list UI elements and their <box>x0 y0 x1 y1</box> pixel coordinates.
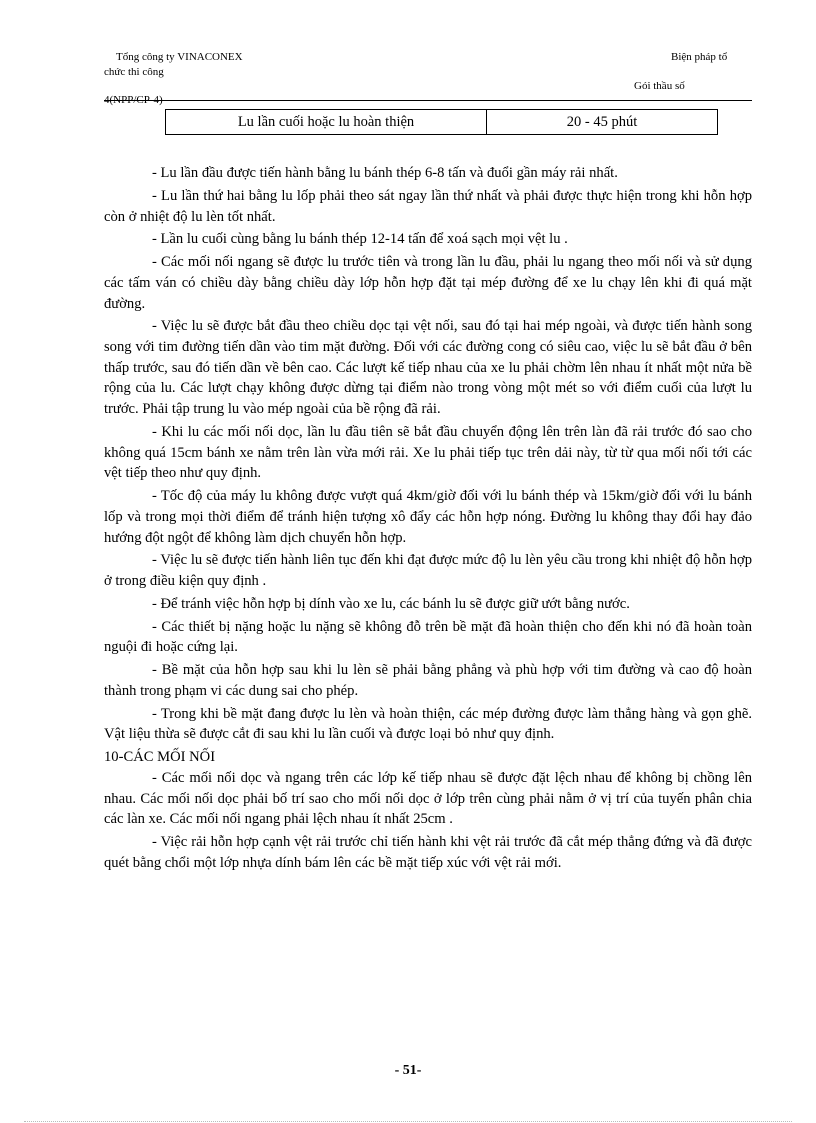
header-divider <box>104 100 752 101</box>
paragraph: - Để tránh việc hỗn hợp bị dính vào xe lu, các bánh lu sẽ được giữ ướt bằng nước. <box>152 595 630 612</box>
rolling-time-table <box>165 109 718 135</box>
header-package-code: 4(NPP/CP-4) <box>104 94 163 106</box>
table-cell-step: Lu lần cuối hoặc lu hoàn thiện <box>166 110 487 135</box>
paragraph: - Việc lu sẽ được tiến hành liên tục đến khi đạt được mức độ lu lèn yêu cầu trong khi nhiệt độ hỗn hợp ở trong điều kiện quy định . <box>104 552 752 590</box>
paragraph: - Việc lu sẽ được bắt đầu theo chiều dọc tại vệt nối, sau đó tại hai mép ngoài, và được tiến hành song song với tim đường tiến dần vào tim mặt đường. Đối với các đường cong có siêu cao, việc lu sẽ bắt đầu ở bên thấp trước, sau đó tiến dần về bên cao. Các lượt kế tiếp nhau của xe lu phải chờm lên nhau ít nhất một nửa bề rộng của lu. Các lượt chạy không được dừng tại điểm nào trong vòng một mét so với điểm cuối của lượt lu trước. Phải tập trung lu vào mép ngoài của bề rộng đã rải. <box>104 318 752 418</box>
page-bottom-edge <box>24 1121 792 1122</box>
paragraph: - Các thiết bị nặng hoặc lu nặng sẽ không đỗ trên bề mặt đã hoàn thiện cho đến khi nó đã hoàn toàn nguội đi hoặc cứng lại. <box>104 618 752 656</box>
document-body <box>104 163 752 876</box>
paragraph: - Lần lu cuối cùng bằng lu bánh thép 12-14 tấn để xoá sạch mọi vệt lu . <box>152 231 568 248</box>
header-title: Biện pháp tổ <box>671 51 728 63</box>
page-number: - 51- <box>394 1063 422 1078</box>
paragraph: - Lu lần đầu được tiến hành bằng lu bánh thép 6-8 tấn và đuổi gần máy rải nhất. <box>152 165 618 181</box>
paragraph: - Bề mặt của hỗn hợp sau khi lu lèn sẽ phải bằng phẳng và phù hợp với tim đường và cao độ hoàn thành trong phạm vi các dung sai cho phép. <box>104 662 752 699</box>
header-doc-type: chức thi công <box>104 66 164 78</box>
paragraph: - Tốc độ của máy lu không được vượt quá 4km/giờ đối với lu bánh thép và 15km/giờ đối với lu bánh lốp và trong mọi thời điểm để tránh hiện tượng xô đẩy các hỗn hợp nóng. Đường lu không thay đổi hay đảo hướng đột ngột để không làm dịch chuyển hỗn hợp. <box>104 488 752 546</box>
paragraph: - Trong khi bề mặt đang được lu lèn và hoàn thiện, các mép đường được làm thẳng hàng và gọn ghẽ. Vật liệu thừa sẽ được cắt đi sau khi lu lần cuối và được loại bỏ như quy định. <box>104 705 752 743</box>
paragraph: - Việc rải hỗn hợp cạnh vệt rải trước chỉ tiến hành khi vệt rải trước đã cắt mép thẳng đứng và đã được quét bằng chổi một lớp nhựa dính bám lên các bề mặt tiếp xúc với vệt rải mới. <box>104 834 752 871</box>
table-cell-time: 20 - 45 phút <box>487 110 718 135</box>
section-heading: 10-CÁC MỐI NỐI <box>104 749 216 766</box>
paragraph: - Các mối nối ngang sẽ được lu trước tiên và trong lần lu đầu, phải lu ngang theo mối nối và sử dụng các tấm ván có chiều dày bằng chiều dày lớp hỗn hợp đặt tại mép đường để xe lu chạy lên khi đi quá mặt đường. <box>104 254 752 312</box>
paragraph: - Các mối nối dọc và ngang trên các lớp kế tiếp nhau sẽ được đặt lệch nhau để không bị chồng lên nhau. Các mối nối dọc phải bố trí sao cho mối nối dọc ở lớp trên cùng phải nằm ở vị trí của tuyến phân chia các làn xe. Các mối nối ngang phải lệch nhau ít nhất 25cm . <box>104 769 752 828</box>
table-row <box>166 110 718 135</box>
paragraph: - Khi lu các mối nối dọc, lần lu đầu tiên sẽ bắt đầu chuyển động lên trên làn đã rải trước đó sao cho không quá 15cm bánh xe nằm trên làn vừa mới rải. Xe lu phải tiếp tục trên dải này, từ từ qua mối nối tới các vệt tiếp theo như quy định. <box>104 423 752 482</box>
paragraph: - Lu lần thứ hai bằng lu lốp phải theo sát ngay lần thứ nhất và phải được thực hiện trong khi hỗn hợp còn ở nhiệt độ lu lèn tốt nhất. <box>104 187 752 225</box>
header-package: Gói thầu số <box>634 80 685 92</box>
header-company: Tổng công ty VINACONEX <box>116 51 243 63</box>
